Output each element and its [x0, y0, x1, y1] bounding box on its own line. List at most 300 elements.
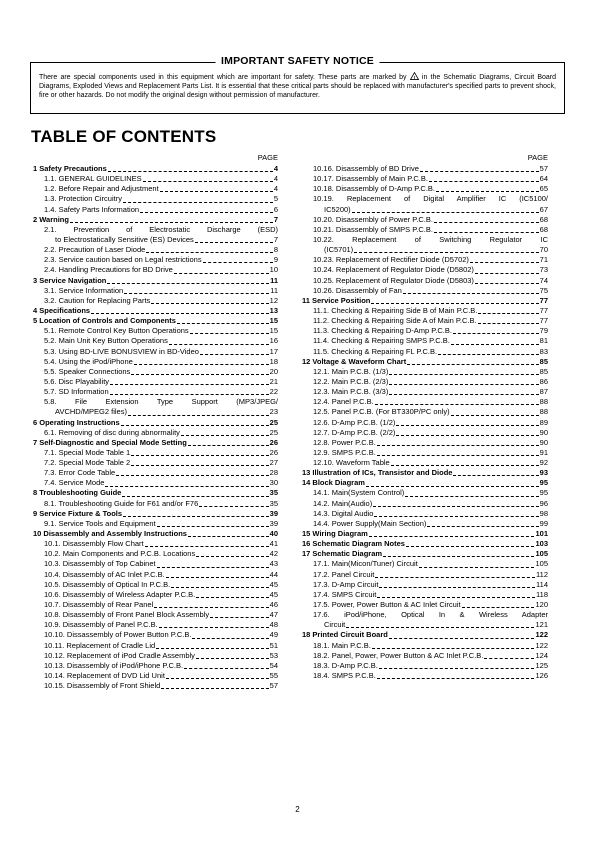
toc-entry-page: 95: [539, 478, 548, 488]
toc-entry-title: 13 Illustration of ICs, Transistor and Diode: [302, 468, 453, 478]
toc-entry-page: 95: [539, 488, 548, 498]
toc-entry-title: 10 Disassembly and Assembly Instructions: [33, 529, 187, 539]
toc-entry: [33, 397, 278, 417]
toc-entry-title: 17.3. D-Amp Circuit: [313, 579, 379, 589]
toc-entry-title: 1.4. Safety Parts Information: [44, 204, 140, 214]
toc-entry-title: 5 Location of Controls and Components: [33, 316, 176, 326]
toc-entry-page: 9: [273, 255, 278, 265]
toc-entry: [33, 387, 278, 397]
dot-leader: [195, 242, 273, 243]
toc-entry-page: 51: [269, 640, 278, 650]
toc-entry: [302, 559, 548, 569]
toc-entry: [302, 265, 548, 275]
dot-leader: [427, 526, 538, 527]
toc-entry: [33, 286, 278, 296]
dot-leader: [154, 607, 268, 608]
toc-entry-page: 21: [269, 376, 278, 386]
toc-entry-page: 68: [539, 214, 548, 224]
toc-entry: [302, 194, 548, 214]
toc-entry-page: 105: [535, 559, 548, 569]
toc-section-entry: [33, 438, 278, 448]
toc-entry: [33, 620, 278, 630]
dot-leader: [462, 607, 535, 608]
toc-entry-title: 12.7. D-Amp P.C.B. (2/2): [313, 427, 396, 437]
toc-section-entry: [33, 418, 278, 428]
toc-entry-page: 11: [270, 275, 278, 285]
toc-entry-title: 5.4. Using the iPod/iPhone: [44, 356, 133, 366]
toc-entry-title: 12 Voltage & Waveform Chart: [302, 356, 407, 366]
toc-entry-page: 86: [539, 376, 548, 386]
toc-entry-title: 12.8. Power P.C.B.: [313, 437, 376, 447]
toc-entry: [33, 600, 278, 610]
toc-entry: [33, 367, 278, 377]
dot-leader: [475, 283, 539, 284]
toc-entry-title: 14.3. Digital Audio: [313, 508, 374, 518]
toc-entry: [302, 235, 548, 255]
toc-entry-title: 17.4. SMPS Circuit: [313, 589, 377, 599]
dot-leader: [200, 354, 269, 355]
toc-entry-page: 112: [536, 569, 548, 579]
toc-entry: [33, 184, 278, 194]
toc-entry-page: 105: [535, 549, 548, 559]
toc-title: TABLE OF CONTENTS: [31, 127, 217, 146]
toc-entry-title: 10.10. Dissassembly of Power Button P.C.B.: [44, 630, 192, 640]
dot-leader: [166, 577, 269, 578]
toc-entry-page: 7: [273, 234, 278, 244]
toc-entry-title: 2.3. Service caution based on Legal restrictions: [44, 255, 202, 265]
dot-leader: [131, 465, 268, 466]
toc-entry-title: 10.1. Disassembly Flow Chart: [44, 539, 144, 549]
toc-entry-page: 16: [269, 336, 278, 346]
dot-leader: [123, 202, 273, 203]
toc-entry-page: 90: [539, 437, 548, 447]
toc-entry: [302, 377, 548, 387]
toc-section-entry: [33, 529, 278, 539]
toc-entry-title: 5.7. SD Information: [44, 387, 109, 397]
dot-leader: [188, 445, 269, 446]
toc-entry-page: 122: [535, 640, 548, 650]
dot-leader: [196, 658, 269, 659]
toc-entry-title-line: AVCHD/MPEG2 files): [55, 407, 127, 417]
toc-entry-title: 11.1. Checking & Repairing Side B of Main P.C.B.: [313, 305, 478, 315]
dot-leader: [377, 445, 539, 446]
toc-entry: [302, 641, 548, 651]
toc-entry-title: 10.9. Disassembly of Panel P.C.B.: [44, 620, 158, 630]
warning-triangle-icon: [410, 72, 419, 80]
toc-entry-page: 20: [269, 366, 278, 376]
toc-entry-page: 81: [539, 336, 548, 346]
dot-leader: [374, 516, 538, 517]
toc-entry-page: 39: [269, 508, 278, 518]
dot-leader: [419, 567, 535, 568]
dot-leader: [478, 313, 538, 314]
toc-entry-page: 47: [269, 610, 278, 620]
dot-leader: [122, 496, 268, 497]
dot-leader: [192, 638, 268, 639]
toc-entry: [33, 590, 278, 600]
dot-leader: [110, 384, 269, 385]
toc-entry: [302, 225, 548, 235]
dot-leader: [157, 526, 269, 527]
toc-entry: [33, 681, 278, 691]
toc-entry-title: 10.26. Disassembly of Fan: [313, 285, 402, 295]
toc-entry-title: 17.5. Power, Power Button & AC Inlet Circuit: [313, 600, 461, 610]
toc-entry: [302, 306, 548, 316]
dot-leader: [436, 191, 539, 192]
toc-entry: [302, 184, 548, 194]
toc-entry-title: 3 Service Navigation: [33, 275, 107, 285]
toc-section-entry: [302, 529, 548, 539]
toc-entry-title: 11 Service Position: [302, 295, 371, 305]
toc-entry: [33, 580, 278, 590]
toc-entry-title: 5.3. Using BD-LIVE BONUSVIEW in BD-Video: [44, 346, 199, 356]
toc-entry-title: 5.2. Main Unit Key Button Operations: [44, 336, 168, 346]
page-column-header: PAGE: [257, 153, 278, 162]
toc-entry: [302, 418, 548, 428]
toc-entry: [302, 438, 548, 448]
toc-entry-title: 17.1. Main(Micon/Tuner) Circuit: [313, 559, 418, 569]
dot-leader: [352, 212, 539, 213]
toc-entry-page: 88: [539, 397, 548, 407]
toc-entry-page: 91: [539, 447, 548, 457]
toc-section-entry: [33, 306, 278, 316]
toc-entry-title: 5.1. Remote Control Key Button Operations: [44, 326, 189, 336]
dot-leader: [134, 364, 269, 365]
toc-entry-title: 18.4. SMPS P.C.B.: [313, 671, 376, 681]
toc-entry: [33, 265, 278, 275]
toc-entry: [33, 255, 278, 265]
toc-entry-page: 26: [269, 437, 278, 447]
dot-leader: [140, 212, 273, 213]
safety-notice-box: [30, 55, 565, 114]
dot-leader: [453, 333, 539, 334]
toc-entry-page: 93: [539, 468, 548, 478]
toc-entry: [33, 336, 278, 346]
dot-leader: [166, 678, 269, 679]
toc-entry-title: 3.2. Caution for Replacing Parts: [44, 295, 151, 305]
toc-entry-page: 53: [269, 650, 278, 660]
toc-entry-page: 64: [539, 174, 548, 184]
dot-leader: [157, 567, 269, 568]
toc-entry: [33, 570, 278, 580]
toc-entry: [33, 651, 278, 661]
dot-leader: [174, 273, 269, 274]
toc-entry: [33, 559, 278, 569]
toc-entry: [302, 590, 548, 600]
toc-entry: [33, 296, 278, 306]
toc-entry: [302, 651, 548, 661]
toc-section-entry: [302, 549, 548, 559]
dot-leader: [451, 415, 539, 416]
toc-entry-page: 18: [269, 356, 278, 366]
toc-entry-page: 42: [269, 549, 278, 559]
toc-entry-title: 12.5. Panel P.C.B. (For BT330P/PC only): [313, 407, 450, 417]
dot-leader: [373, 506, 538, 507]
toc-entry-title: 7.4. Service Mode: [44, 478, 105, 488]
toc-entry-title: 12.9. SMPS P.C.B.: [313, 447, 376, 457]
toc-section-entry: [33, 276, 278, 286]
toc-entry-page: 120: [535, 600, 548, 610]
toc-entry-title: 10.20. Disassembly of Power P.C.B.: [313, 214, 433, 224]
toc-entry: [33, 630, 278, 640]
toc-entry-title: 18.3. D-Amp P.C.B.: [313, 660, 378, 670]
toc-entry: [302, 610, 548, 630]
toc-entry-page: 4: [273, 174, 278, 184]
toc-entry-title-line: 5.8. File Extension Type Support (MP3/JPEG/: [44, 397, 278, 407]
toc-entry-page: 15: [269, 326, 278, 336]
toc-entry: [33, 499, 278, 509]
toc-entry-title: 10.3. Disassembly of Top Cabinet: [44, 559, 156, 569]
toc-entry-page: 35: [269, 488, 278, 498]
dot-leader: [161, 688, 268, 689]
toc-entry-title: 12.1. Main P.C.B. (1/3): [313, 366, 389, 376]
toc-entry-page: 25: [269, 427, 278, 437]
toc-entry-title: 3.1. Service Information: [44, 285, 124, 295]
toc-entry-page: 124: [535, 650, 548, 660]
toc-entry: [33, 458, 278, 468]
toc-entry-title: 11.3. Checking & Repairing D-Amp P.C.B.: [313, 326, 452, 336]
dot-leader: [160, 191, 273, 192]
toc-entry-page: 101: [535, 529, 548, 539]
dot-leader: [406, 546, 535, 547]
dot-leader: [389, 384, 538, 385]
dot-leader: [371, 303, 538, 304]
toc-entry-page: 39: [269, 518, 278, 528]
toc-entry-title: 12.3. Main P.C.B. (3/3): [313, 387, 389, 397]
dot-leader: [196, 597, 268, 598]
toc-entry-title: 8 Troubleshooting Guide: [33, 488, 122, 498]
dot-leader: [199, 506, 268, 507]
toc-entry-page: 74: [539, 275, 548, 285]
dot-leader: [379, 587, 535, 588]
toc-entry: [33, 661, 278, 671]
toc-entry-page: 92: [539, 458, 548, 468]
toc-entry-title: 1.1. GENERAL GUIDELINES: [44, 174, 142, 184]
dot-leader: [366, 486, 539, 487]
toc-entry-page: 55: [269, 671, 278, 681]
toc-entry-page: 87: [539, 387, 548, 397]
toc-entry-title: 10.8. Disassembly of Front Panel Block Assembly: [44, 610, 210, 620]
toc-entry: [302, 286, 548, 296]
toc-entry-page: 71: [539, 255, 548, 265]
toc-entry-page: 4: [273, 163, 278, 173]
toc-entry-page: 25: [269, 417, 278, 427]
toc-entry: [33, 377, 278, 387]
toc-entry-page: 8: [273, 245, 278, 255]
toc-entry-title: 7.2. Special Mode Table 2: [44, 458, 131, 468]
dot-leader: [484, 658, 534, 659]
dot-leader: [396, 425, 538, 426]
toc-entry-title: 7 Self-Diagnostic and Special Mode Setting: [33, 437, 187, 447]
toc-entry: [302, 570, 548, 580]
toc-entry-title: 10.12. Replacement of iPod Cradle Assembly: [44, 650, 195, 660]
toc-entry-page: 23: [269, 407, 278, 417]
dot-leader: [124, 293, 269, 294]
dot-leader: [438, 354, 539, 355]
toc-entry-title: 1.2. Before Repair and Adjustment: [44, 184, 159, 194]
toc-entry-title: 5.6. Disc Playability: [44, 376, 110, 386]
dot-leader: [391, 465, 539, 466]
toc-entry-title-line: 10.22. Replacement of Switching Regulator IC: [313, 234, 548, 244]
toc-entry: [302, 519, 548, 529]
toc-entry-title: 12.2. Main P.C.B. (2/3): [313, 376, 389, 386]
toc-entry: [33, 519, 278, 529]
toc-entry: [33, 428, 278, 438]
toc-entry-title: 12.4. Panel P.C.B.: [313, 397, 374, 407]
toc-entry: [302, 367, 548, 377]
toc-entry: [302, 215, 548, 225]
dot-leader: [177, 323, 269, 324]
dot-leader: [377, 678, 535, 679]
dot-leader: [389, 374, 538, 375]
toc-column-left: [33, 152, 278, 691]
toc-entry-title: 10.18. Disassembly of D-Amp P.C.B.: [313, 184, 435, 194]
toc-entry: [33, 478, 278, 488]
toc-entry-page: 88: [539, 407, 548, 417]
toc-entry-title: 14.1. Main(System Control): [313, 488, 405, 498]
toc-entry-title: 18.1. Main P.C.B.: [313, 640, 371, 650]
dot-leader: [188, 536, 269, 537]
dot-leader: [377, 455, 539, 456]
dot-leader: [107, 283, 269, 284]
toc-entry-page: 121: [535, 620, 548, 630]
toc-section-entry: [302, 468, 548, 478]
toc-entry-title: 10.25. Replacement of Regulator Diode (D5803): [313, 275, 474, 285]
dot-leader: [145, 546, 269, 547]
dot-leader: [405, 496, 538, 497]
dot-leader: [434, 222, 539, 223]
toc-entry-page: 10: [269, 265, 278, 275]
toc-entry: [302, 671, 548, 681]
toc-entry: [302, 499, 548, 509]
toc-entry-title: 10.13. Disassembly of iPod/iPhone P.C.B.: [44, 660, 184, 670]
dot-leader: [451, 344, 539, 345]
toc-entry-page: 65: [539, 184, 548, 194]
toc-entry-title: 17.2. Panel Circuit: [313, 569, 375, 579]
toc-entry-title: 10.11. Replacement of Cradle Lid: [44, 640, 156, 650]
toc-entry: [302, 428, 548, 438]
toc-entry-page: 54: [269, 660, 278, 670]
toc-entry-page: 26: [269, 447, 278, 457]
toc-entry-title-line: Circuit: [324, 620, 346, 630]
toc-entry-page: 5: [273, 194, 278, 204]
toc-entry: [33, 225, 278, 245]
toc-entry-page: 7: [273, 214, 278, 224]
toc-entry-page: 85: [539, 366, 548, 376]
dot-leader: [70, 222, 273, 223]
toc-entry: [33, 245, 278, 255]
toc-entry-title: 6 Operating Instructions: [33, 417, 120, 427]
toc-entry-page: 43: [269, 559, 278, 569]
toc-entry-page: 28: [269, 468, 278, 478]
toc-entry-title: 10.2. Main Components and P.C.B. Locations: [44, 549, 196, 559]
dot-leader: [190, 333, 269, 334]
toc-entry: [33, 326, 278, 336]
toc-entry-title: 11.5. Checking & Repairing FL P.C.B.: [313, 346, 438, 356]
toc-entry-title: 10.14. Replacement of DVD Lid Unit: [44, 671, 165, 681]
toc-entry: [302, 448, 548, 458]
toc-entry: [33, 448, 278, 458]
dot-leader: [108, 171, 273, 172]
toc-column-right: [302, 152, 548, 681]
toc-entry-page: 75: [539, 285, 548, 295]
toc-entry-page: 99: [539, 518, 548, 528]
toc-entry-title: 10.6. Disassembly of Wireless Adapter P.C.B.: [44, 589, 196, 599]
toc-entry-title: 10.23. Replacement of Rectifier Diode (D5702): [313, 255, 469, 265]
toc-section-entry: [33, 316, 278, 326]
dot-leader: [420, 171, 539, 172]
dot-leader: [372, 648, 535, 649]
safety-notice-title: IMPORTANT SAFETY NOTICE: [215, 55, 380, 67]
toc-entry-title: 5.5. Speaker Connections: [44, 366, 131, 376]
page-number: 2: [295, 805, 300, 814]
dot-leader: [210, 617, 269, 618]
safety-notice-text-before: There are special components used in this equipment which are important for safety. These parts are marked by: [39, 74, 407, 81]
toc-entry-title: 14.2. Main(Audio): [313, 498, 373, 508]
toc-entry: [302, 458, 548, 468]
toc-entry-page: 49: [269, 630, 278, 640]
toc-entry: [33, 641, 278, 651]
dot-leader: [169, 344, 269, 345]
dot-leader: [196, 556, 268, 557]
toc-entry: [302, 509, 548, 519]
toc-entry: [33, 610, 278, 620]
dot-leader: [346, 627, 534, 628]
toc-section-entry: [33, 215, 278, 225]
toc-entry-title: 10.16. Disassembly of BD Drive: [313, 163, 419, 173]
toc-entry: [33, 174, 278, 184]
toc-entry-title: 18 Printed Circuit Board: [302, 630, 388, 640]
dot-leader: [105, 486, 268, 487]
toc-entry-title: 14.4. Power Supply(Main Section): [313, 518, 427, 528]
toc-entry-title: 10.15. Disassembly of Front Shield: [44, 681, 161, 691]
toc-entry-title-line: 2.1. Prevention of Electrostatic Discharge (ESD): [44, 224, 278, 234]
toc-entry: [302, 387, 548, 397]
toc-entry-title: 1.3. Protection Circuitry: [44, 194, 122, 204]
toc-entry-title: 2.2. Precaution of Laser Diode: [44, 245, 146, 255]
dot-leader: [389, 394, 538, 395]
toc-entry: [302, 326, 548, 336]
toc-entry-page: 13: [269, 305, 278, 315]
dot-leader: [377, 597, 535, 598]
toc-entry: [33, 357, 278, 367]
toc-entry: [33, 671, 278, 681]
dot-leader: [389, 638, 535, 639]
dot-leader: [403, 293, 539, 294]
dot-leader: [429, 181, 539, 182]
toc-entry-title: 12.10. Waveform Table: [313, 458, 390, 468]
toc-entry-title: 10.17. Disassembly of Main P.C.B.: [313, 174, 428, 184]
toc-entry-title-line: IC5200): [324, 204, 351, 214]
dot-leader: [143, 181, 273, 182]
toc-entry-title-line: (IC5701): [324, 245, 354, 255]
toc-entry-page: 122: [535, 630, 548, 640]
toc-entry: [302, 407, 548, 417]
toc-entry-page: 22: [269, 387, 278, 397]
toc-entry-page: 46: [269, 600, 278, 610]
toc-entry: [302, 174, 548, 184]
toc-entry-title-line: to Electrostatically Sensitive (ES) Devices: [55, 234, 194, 244]
toc-entry-title: 11.2. Checking & Repairing Side A of Main P.C.B.: [313, 316, 477, 326]
toc-entry-page: 125: [535, 660, 548, 670]
dot-leader: [156, 648, 268, 649]
toc-entry-title: 18.2. Panel, Power, Power Button & AC Inlet P.C.B.: [313, 650, 484, 660]
toc-entry-page: 15: [269, 316, 278, 326]
dot-leader: [203, 262, 273, 263]
toc-section-entry: [302, 357, 548, 367]
toc-entry-page: 83: [539, 346, 548, 356]
toc-entry-page: 48: [269, 620, 278, 630]
